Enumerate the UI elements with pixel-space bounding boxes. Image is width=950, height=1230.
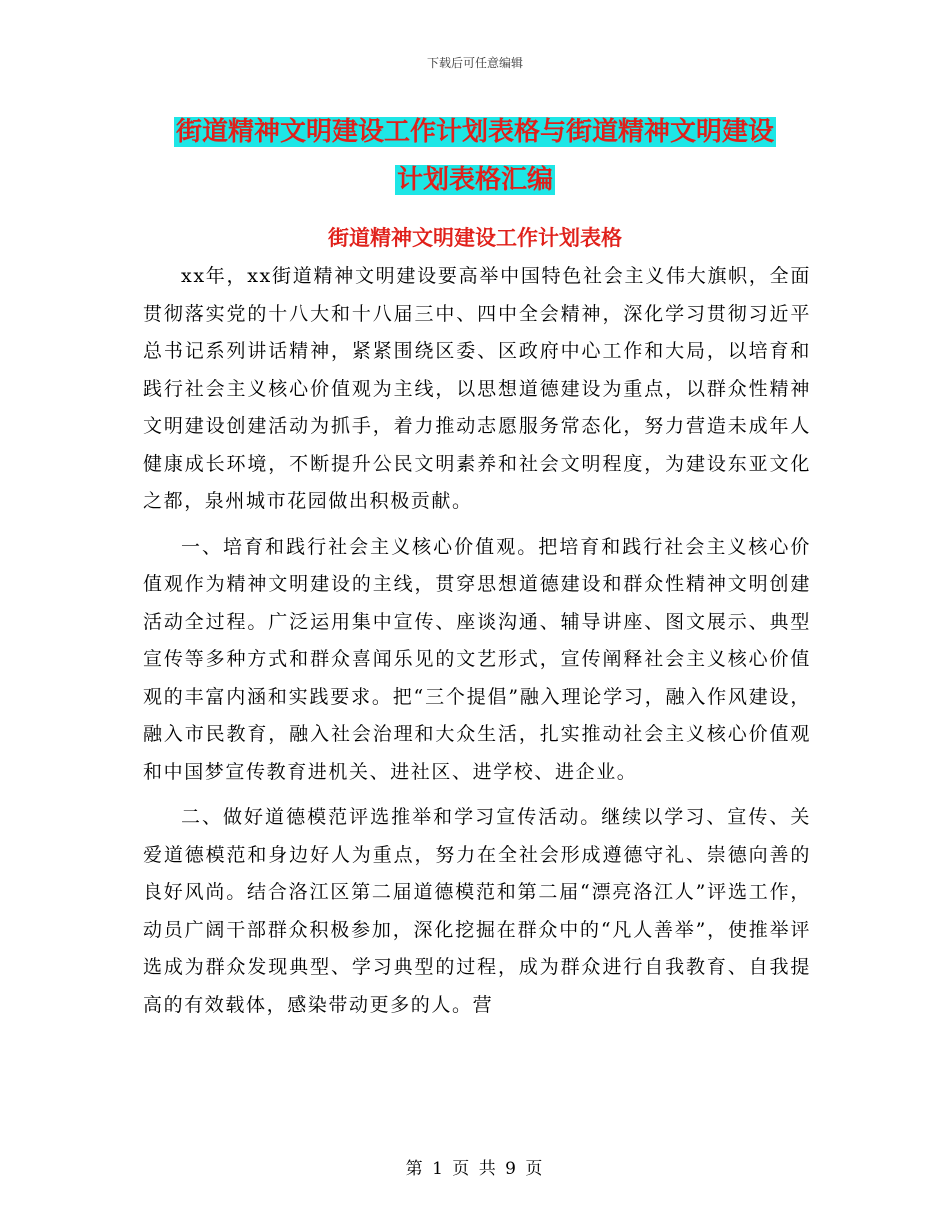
body-text: [143, 258, 811, 1032]
paragraph: xx年，xx街道精神文明建设要高举中国特色社会主义伟大旗帜，全面贯彻落实党的十八大和十八届三中、四中全会精神，深化学习贯彻习近平总书记系列讲话精神，紧紧围绕区委、区政府中心工作和大局，以培育和践行社会主义核心价值观为主线，以思想道德建设为重点，以群众性精神文明建设创建活动为抓手，着力推动志愿服务常态化，努力营造未成年人健康成长环境，不断提升公民文明素养和社会文明程度，为建设东亚文化之都，泉州城市花园做出积极贡献。: [143, 265, 811, 512]
title-line-1: 街道精神文明建设工作计划表格与街道精神文明建设: [175, 117, 774, 147]
paragraph: 一、培育和践行社会主义核心价值观。把培育和践行社会主义核心价值观作为精神文明建设的主线，贯穿思想道德建设和群众性精神文明创建活动全过程。广泛运用集中宣传、座谈沟通、辅导讲座、图文展示、典型宣传等多种方式和群众喜闻乐见的文艺形式，宣传阐释社会主义核心价值观的丰富内涵和实践要求。把“三个提倡”融入理论学习，融入作风建设，融入市民教育，融入社会治理和大众生活，扎实推动社会主义核心价值观和中国梦宣传教育进机关、进社区、进学校、进企业。: [143, 535, 811, 783]
title-line-2: 计划表格汇编: [396, 165, 553, 195]
paragraph: 二、做好道德模范评选推举和学习宣传活动。继续以学习、宣传、关爱道德模范和身边好人为重点，努力在全社会形成遵德守礼、崇德向善的良好风尚。结合洛江区第二届道德模范和第二届“漂亮洛江人”评选工作，动员广阔干部群众积极参加，深化挖掘在群众中的“凡人善举”，使推举评选成为群众发现典型、学习典型的过程，成为群众进行自我教育、自我提高的有效载体，感染带动更多的人。营: [143, 806, 811, 1016]
page-number: 第 1 页 共 9 页: [405, 1159, 545, 1179]
section-title: 街道精神文明建设工作计划表格: [328, 226, 622, 250]
document-title: [0, 108, 950, 204]
header-note: 下载后可任意编辑: [426, 56, 523, 70]
